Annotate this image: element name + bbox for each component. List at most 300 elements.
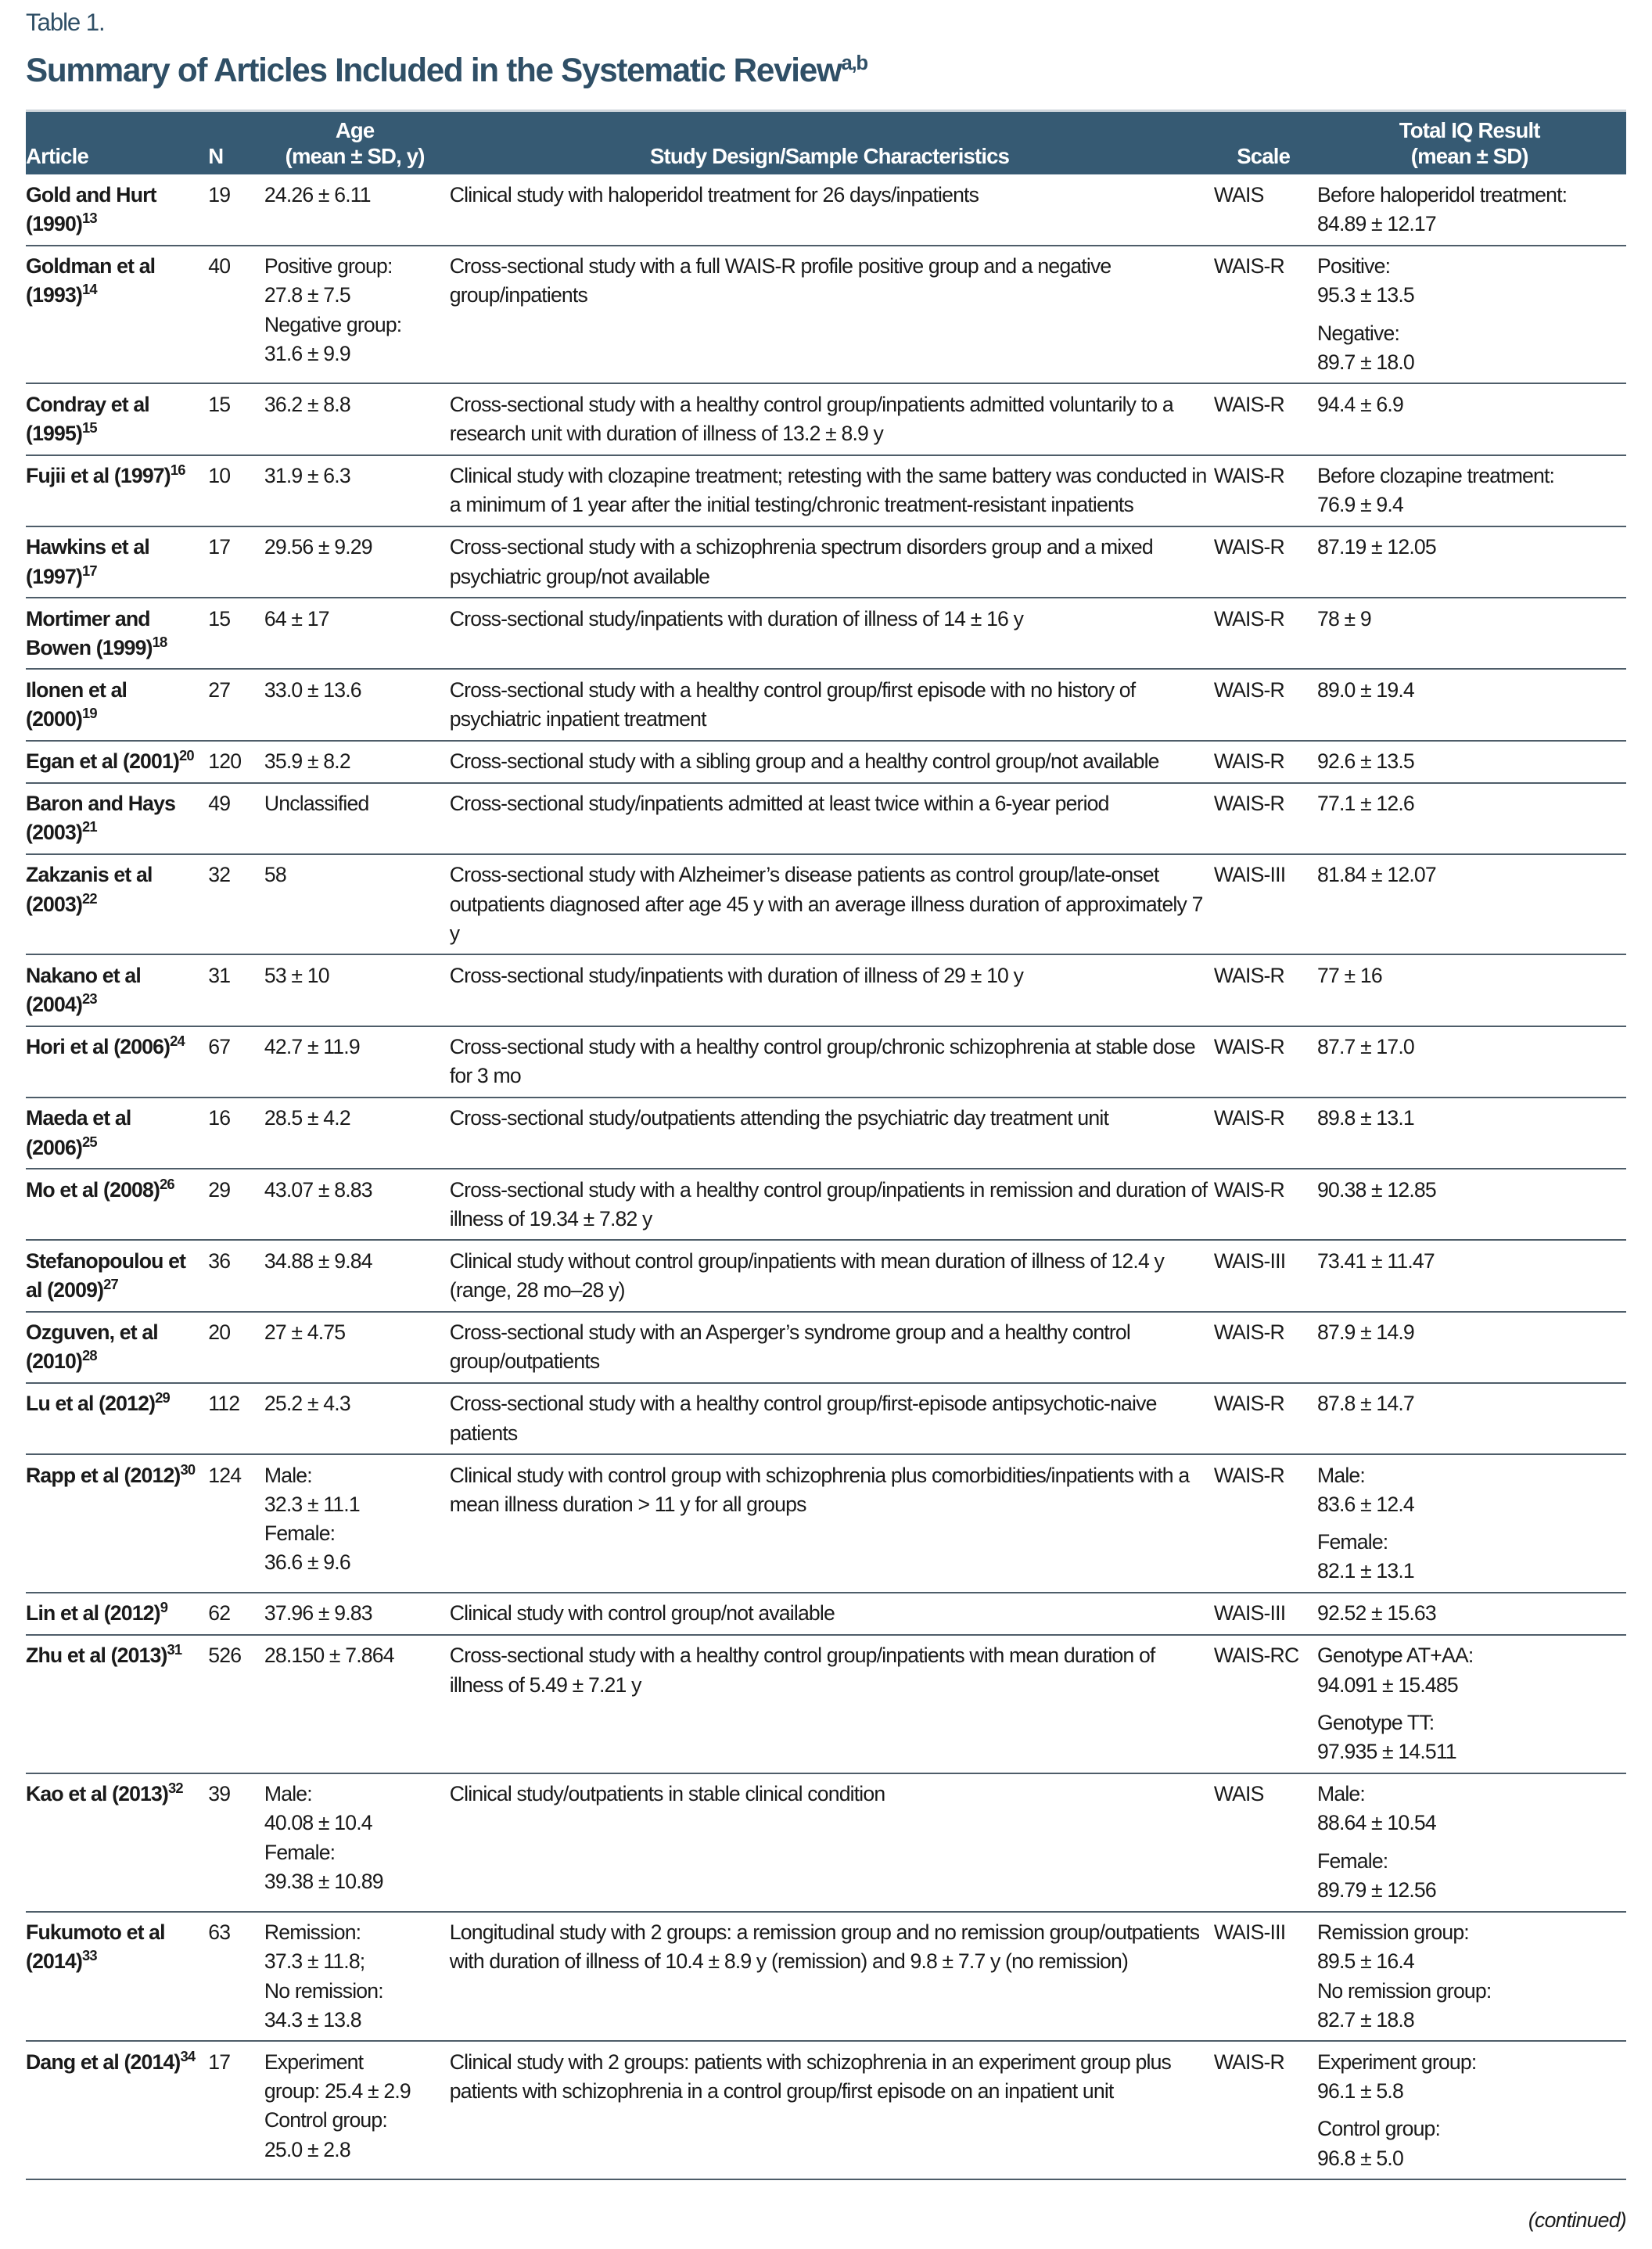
age-line: 43.07 ± 8.83 (264, 1177, 372, 1202)
iq-result-line: Experiment group: (1317, 2050, 1477, 2074)
sample-size-cell: 15 (208, 392, 231, 416)
table-row (26, 783, 1626, 854)
summary-table (26, 110, 1626, 2181)
sample-size-cell: 15 (208, 606, 231, 631)
table-row (26, 1169, 1626, 1240)
table-row (26, 455, 1626, 526)
study-design-cell: Cross-sectional study with a healthy control group/first-episode antipsychotic-naive patients (449, 1392, 1157, 1445)
article-cell (26, 598, 208, 669)
table-title (26, 52, 867, 89)
age-line: 28.5 ± 4.2 (264, 1106, 350, 1130)
iq-result-line: 96.8 ± 5.0 (1317, 2146, 1403, 2170)
iq-result-block (1317, 462, 1621, 520)
age-line: Positive group: (264, 253, 393, 278)
age-cell (264, 1454, 450, 1593)
table-row (26, 1593, 1626, 1635)
study-design-cell: Cross-sectional study with a healthy control group/chronic schizophrenia at stable dose for 3 mo (449, 1035, 1195, 1088)
iq-result-cell (1317, 1593, 1626, 1635)
article-cell (26, 1312, 208, 1383)
age-line: 40.08 ± 10.4 (264, 1811, 372, 1835)
iq-result-line: 90.38 ± 12.85 (1317, 1177, 1436, 1202)
table-row (26, 1098, 1626, 1169)
scale-cell: WAIS-RC (1213, 1644, 1299, 1668)
age-cell (264, 1098, 450, 1169)
article-cell (26, 526, 208, 598)
article-name: Gold and Hurt (1990) (26, 182, 156, 235)
age-cell (264, 598, 450, 669)
sample-size-cell: 120 (208, 749, 242, 774)
age-header-line-2: (mean ± SD, y) (285, 143, 425, 168)
article-name: Stefanopoulou et al (2009) (26, 1248, 186, 1302)
table-row (26, 1912, 1626, 2042)
age-line: Female: (264, 1840, 336, 1864)
age-line: Male: (264, 1463, 312, 1487)
age-cell (264, 1383, 450, 1454)
scale-cell: WAIS-R (1213, 1177, 1284, 1202)
iq-result-line: Female: (1317, 1848, 1388, 1873)
age-line: 24.26 ± 6.11 (264, 182, 371, 207)
scale-cell: WAIS (1213, 1782, 1264, 1806)
iq-result-block (1317, 1389, 1621, 1418)
iq-result-block (1317, 2048, 1621, 2107)
article-cell (26, 1098, 208, 1169)
iq-result-line: No remission group: (1317, 1978, 1492, 2003)
sample-size-cell: 32 (208, 863, 231, 887)
iq-result-line: 89.8 ± 13.1 (1317, 1106, 1414, 1130)
table-row (26, 1773, 1626, 1912)
sample-size-cell: 29 (208, 1177, 231, 1202)
age-line: 36.6 ± 9.6 (264, 1550, 350, 1575)
age-line: 32.3 ± 11.1 (264, 1492, 360, 1516)
iq-result-block (1317, 1461, 1621, 1520)
article-name: Hawkins et al (1997) (26, 535, 149, 588)
iq-result-line: 87.9 ± 14.9 (1317, 1320, 1414, 1345)
study-design-cell: Longitudinal study with 2 groups: a remission group and no remission group/outpatients with duration of illness of 10.4 ± 8.9 y (remission) and 9.8 ± 7.7 y (no remission) (449, 1920, 1200, 1974)
age-line: 25.2 ± 4.3 (264, 1392, 350, 1416)
study-design-cell: Cross-sectional study with a healthy control group/inpatients with mean duration of illness of 5.49 ± 7.21 y (449, 1644, 1155, 1697)
article-cell (26, 1454, 208, 1593)
scale-cell: WAIS-III (1213, 863, 1286, 887)
article-cell (26, 1912, 208, 2042)
iq-result-block (1317, 1104, 1621, 1133)
age-line: Remission: (264, 1920, 361, 1944)
age-line: 34.88 ± 9.84 (264, 1248, 372, 1273)
age-cell (264, 1635, 450, 1773)
iq-result-line: Male: (1317, 1463, 1365, 1487)
iq-result-cell (1317, 783, 1626, 854)
iq-result-line: Genotype TT: (1317, 1710, 1435, 1734)
iq-result-line: 92.6 ± 13.5 (1317, 749, 1414, 774)
iq-result-cell (1317, 2041, 1626, 2179)
sample-size-cell: 31 (208, 963, 231, 987)
age-line: 53 ± 10 (264, 963, 329, 987)
column-header-article: Article (26, 143, 88, 168)
iq-result-block (1317, 252, 1621, 311)
scale-cell: WAIS-R (1213, 606, 1284, 631)
iq-result-line: 82.7 ± 18.8 (1317, 2007, 1414, 2032)
article-name: Lin et al (2012) (26, 1601, 160, 1626)
iq-result-cell (1317, 1098, 1626, 1169)
continued-note: (continued) (1528, 2208, 1626, 2232)
iq-result-line: 92.52 ± 15.63 (1317, 1601, 1436, 1626)
iq-result-cell (1317, 1383, 1626, 1454)
study-design-cell: Clinical study with 2 groups: patients with schizophrenia in an experiment group plus patients with schizophrenia in a control group/first episode on an inpatient unit (449, 2050, 1172, 2103)
article-name: Ilonen et al (2000) (26, 677, 127, 731)
article-name: Mortimer and Bowen (1999) (26, 606, 153, 659)
sample-size-cell: 40 (208, 253, 231, 278)
article-cell (26, 741, 208, 783)
scale-cell: WAIS-R (1213, 464, 1284, 488)
iq-result-block (1317, 2114, 1621, 2173)
age-line: Male: (264, 1782, 312, 1806)
table-row (26, 383, 1626, 454)
iq-result-cell (1317, 954, 1626, 1026)
study-design-cell: Clinical study/outpatients in stable clinical condition (449, 1782, 885, 1806)
reference-number: 28 (82, 1347, 97, 1364)
article-name: Fukumoto et al (2014) (26, 1920, 165, 1974)
reference-number: 13 (82, 210, 97, 227)
iq-result-block (1317, 1847, 1621, 1906)
reference-number: 19 (82, 705, 97, 722)
sample-size-cell: 39 (208, 1782, 231, 1806)
iq-result-cell (1317, 174, 1626, 245)
reference-number: 30 (180, 1460, 196, 1478)
column-header-n: N (208, 143, 224, 168)
study-design-cell: Cross-sectional study with a sibling group and a healthy control group/not available (449, 749, 1159, 774)
iq-result-block (1317, 860, 1621, 889)
age-line: 37.96 ± 9.83 (264, 1601, 372, 1626)
age-cell (264, 1312, 450, 1383)
article-cell (26, 174, 208, 245)
iq-result-line: Genotype AT+AA: (1317, 1644, 1474, 1668)
iq-result-block (1317, 1318, 1621, 1347)
reference-number: 20 (179, 747, 194, 764)
age-cell (264, 1026, 450, 1098)
article-name: Zhu et al (2013) (26, 1644, 167, 1668)
study-design-cell: Cross-sectional study/inpatients with duration of illness of 14 ± 16 y (449, 606, 1024, 631)
article-cell (26, 1635, 208, 1773)
article-cell (26, 1383, 208, 1454)
iq-result-cell (1317, 669, 1626, 740)
iq-result-block (1317, 319, 1621, 378)
iq-result-line: 82.1 ± 13.1 (1317, 1559, 1414, 1583)
sample-size-cell: 19 (208, 182, 231, 207)
article-name: Zakzanis et al (2003) (26, 863, 153, 916)
age-line: Female: (264, 1521, 336, 1546)
iq-result-line: Male: (1317, 1782, 1365, 1806)
iq-result-line: Before clozapine treatment: (1317, 464, 1555, 488)
table-row (26, 1454, 1626, 1593)
age-header-line-1: Age (335, 117, 375, 142)
iq-result-block (1317, 789, 1621, 818)
sample-size-cell: 124 (208, 1463, 242, 1487)
sample-size-cell: 16 (208, 1106, 231, 1130)
article-cell (26, 2041, 208, 2179)
sample-size-cell: 27 (208, 677, 231, 702)
scale-cell: WAIS-R (1213, 792, 1284, 816)
age-cell (264, 1593, 450, 1635)
age-line: Unclassified (264, 792, 369, 816)
iq-result-block (1317, 676, 1621, 705)
column-header-scale: Scale (1237, 143, 1291, 168)
age-line: No remission: (264, 1978, 383, 2003)
table-row (26, 598, 1626, 669)
article-cell (26, 246, 208, 384)
age-line: 37.3 ± 11.8; (264, 1949, 365, 1974)
iq-result-line: 95.3 ± 13.5 (1317, 283, 1414, 307)
iq-result-cell (1317, 1912, 1626, 2042)
sample-size-cell: 20 (208, 1320, 231, 1345)
column-header-age (264, 110, 450, 174)
scale-cell: WAIS-R (1213, 1035, 1284, 1059)
sample-size-cell: 17 (208, 535, 231, 559)
iq-result-line: 96.1 ± 5.8 (1317, 2079, 1403, 2103)
reference-number: 22 (82, 889, 97, 907)
iq-result-cell (1317, 246, 1626, 384)
iq-result-line: 77.1 ± 12.6 (1317, 792, 1414, 816)
iq-result-block (1317, 1176, 1621, 1205)
iq-result-line: 83.6 ± 12.4 (1317, 1492, 1414, 1516)
sample-size-cell: 63 (208, 1920, 231, 1944)
age-cell (264, 1169, 450, 1240)
iq-result-cell (1317, 1169, 1626, 1240)
scale-cell: WAIS-R (1213, 392, 1284, 416)
age-line: 27 ± 4.75 (264, 1320, 346, 1345)
iq-header-line-2: (mean ± SD) (1410, 143, 1528, 168)
age-cell (264, 783, 450, 854)
iq-result-block (1317, 605, 1621, 634)
article-cell (26, 383, 208, 454)
age-line: 31.9 ± 6.3 (264, 464, 350, 488)
iq-result-line: 97.935 ± 14.511 (1317, 1740, 1456, 1764)
scale-cell: WAIS-R (1213, 677, 1284, 702)
age-line: 36.2 ± 8.8 (264, 392, 350, 416)
iq-result-line: 77 ± 16 (1317, 963, 1382, 987)
iq-result-line: Control group: (1317, 2117, 1441, 2141)
age-cell (264, 2041, 450, 2179)
iq-result-cell (1317, 1026, 1626, 1098)
article-cell (26, 854, 208, 955)
iq-result-cell (1317, 1635, 1626, 1773)
iq-result-block (1317, 1780, 1621, 1838)
reference-number: 21 (82, 818, 97, 835)
age-cell (264, 526, 450, 598)
scale-cell: WAIS-III (1213, 1920, 1286, 1944)
sample-size-cell: 36 (208, 1248, 231, 1273)
article-name: Kao et al (2013) (26, 1782, 169, 1806)
table-row (26, 1312, 1626, 1383)
column-header-design: Study Design/Sample Characteristics (649, 143, 1010, 168)
age-cell (264, 1240, 450, 1311)
age-cell (264, 854, 450, 955)
iq-result-block (1317, 1641, 1621, 1700)
table-title-text: Summary of Articles Included in the Systematic Review (26, 52, 842, 89)
article-name: Condray et al (1995) (26, 392, 149, 446)
article-cell (26, 669, 208, 740)
reference-number: 27 (103, 1276, 118, 1293)
article-name: Mo et al (2008) (26, 1177, 160, 1202)
iq-result-block (1317, 390, 1621, 419)
age-line: 64 ± 17 (264, 606, 329, 631)
sample-size-cell: 49 (208, 792, 231, 816)
iq-result-line: 73.41 ± 11.47 (1317, 1248, 1435, 1273)
iq-result-block (1317, 1599, 1621, 1628)
iq-result-line: 81.84 ± 12.07 (1317, 863, 1436, 887)
article-cell (26, 783, 208, 854)
age-cell (264, 741, 450, 783)
age-line: 28.150 ± 7.864 (264, 1644, 394, 1668)
table-body (26, 174, 1626, 2179)
reference-number: 24 (170, 1033, 185, 1050)
scale-cell: WAIS-R (1213, 1106, 1284, 1130)
table-row (26, 669, 1626, 740)
scale-cell: WAIS-R (1213, 253, 1284, 278)
iq-result-line: Positive: (1317, 253, 1391, 278)
reference-number: 34 (180, 2047, 196, 2064)
scale-cell: WAIS-R (1213, 535, 1284, 559)
column-header-iq (1317, 110, 1626, 174)
study-design-cell: Clinical study without control group/inpatients with mean duration of illness of 12.4 y (range, 28 mo–28 y) (449, 1248, 1164, 1302)
reference-number: 14 (82, 281, 97, 298)
article-name: Baron and Hays (2003) (26, 792, 176, 845)
age-cell (264, 1773, 450, 1912)
age-cell (264, 954, 450, 1026)
iq-result-cell (1317, 1773, 1626, 1912)
study-design-cell: Clinical study with control group with schizophrenia plus comorbidities/inpatients with a mean illness duration > 11 y for all groups (449, 1463, 1190, 1516)
age-line: group: 25.4 ± 2.9 (264, 2079, 411, 2103)
iq-result-block (1317, 1033, 1621, 1062)
reference-number: 25 (82, 1133, 97, 1150)
iq-result-block (1317, 1528, 1621, 1586)
iq-result-block (1317, 1247, 1621, 1276)
age-cell (264, 1912, 450, 2042)
iq-result-block (1317, 1708, 1621, 1767)
age-cell (264, 246, 450, 384)
iq-result-cell (1317, 1240, 1626, 1311)
scale-cell: WAIS-R (1213, 1463, 1284, 1487)
article-cell (26, 1773, 208, 1912)
study-design-cell: Cross-sectional study/inpatients with duration of illness of 29 ± 10 y (449, 963, 1024, 987)
iq-result-cell (1317, 1454, 1626, 1593)
iq-result-line: 89.5 ± 16.4 (1317, 1949, 1414, 1974)
table-row (26, 2041, 1626, 2179)
reference-number: 29 (155, 1389, 170, 1407)
table-row (26, 1026, 1626, 1098)
article-cell (26, 1593, 208, 1635)
scale-cell: WAIS-R (1213, 749, 1284, 774)
sample-size-cell: 67 (208, 1035, 231, 1059)
article-name: Lu et al (2012) (26, 1392, 156, 1416)
iq-result-line: 87.8 ± 14.7 (1317, 1392, 1414, 1416)
age-line: 31.6 ± 9.9 (264, 341, 350, 365)
scale-cell: WAIS-III (1213, 1248, 1286, 1273)
sample-size-cell: 10 (208, 464, 231, 488)
age-cell (264, 455, 450, 526)
study-design-cell: Cross-sectional study with a healthy control group/inpatients in remission and duration of illness of 19.34 ± 7.82 y (449, 1177, 1208, 1230)
iq-result-line: 87.19 ± 12.05 (1317, 535, 1436, 559)
iq-result-cell (1317, 598, 1626, 669)
table-row (26, 854, 1626, 955)
iq-result-line: 84.89 ± 12.17 (1317, 212, 1436, 235)
scale-cell: WAIS-R (1213, 1320, 1284, 1345)
reference-number: 18 (152, 633, 167, 650)
iq-result-cell (1317, 741, 1626, 783)
age-line: 39.38 ± 10.89 (264, 1870, 383, 1894)
article-cell (26, 1240, 208, 1311)
study-design-cell: Cross-sectional study/outpatients attending the psychiatric day treatment unit (449, 1106, 1109, 1130)
article-name: Rapp et al (2012) (26, 1463, 181, 1487)
article-cell (26, 1026, 208, 1098)
study-design-cell: Cross-sectional study with a healthy control group/inpatients admitted voluntarily to a research unit with duration of illness of 13.2 ± 8.9 y (449, 392, 1173, 446)
iq-result-line: Negative: (1317, 321, 1400, 345)
iq-result-cell (1317, 526, 1626, 598)
table-label: Table 1. (26, 9, 105, 37)
sample-size-cell: 526 (208, 1644, 242, 1668)
iq-result-line: Female: (1317, 1530, 1388, 1554)
iq-result-line: Before haloperidol treatment: (1317, 182, 1568, 207)
iq-result-line: 78 ± 9 (1317, 606, 1371, 631)
age-line: 25.0 ± 2.8 (264, 2137, 350, 2161)
age-cell (264, 669, 450, 740)
scale-cell: WAIS-R (1213, 1392, 1284, 1416)
study-design-cell: Cross-sectional study with Alzheimer’s disease patients as control group/late-onset outpatients diagnosed after age 45 y with an average illness duration of approximately 7 y (449, 863, 1203, 945)
table-row (26, 954, 1626, 1026)
iq-result-block (1317, 747, 1621, 776)
reference-number: 26 (160, 1175, 174, 1192)
table-row (26, 174, 1626, 245)
age-line: 42.7 ± 11.9 (264, 1035, 360, 1059)
scale-cell: WAIS-R (1213, 963, 1284, 987)
iq-result-block (1317, 181, 1621, 239)
iq-result-line: Remission group: (1317, 1920, 1469, 1944)
reference-number: 17 (82, 562, 97, 579)
age-line: 27.8 ± 7.5 (264, 283, 350, 307)
table-row (26, 1635, 1626, 1773)
sample-size-cell: 62 (208, 1601, 231, 1626)
table-row (26, 526, 1626, 598)
iq-result-cell (1317, 854, 1626, 955)
table-header (26, 110, 1626, 174)
scale-cell: WAIS-R (1213, 2050, 1284, 2074)
table-row (26, 246, 1626, 384)
sample-size-cell: 112 (208, 1392, 240, 1416)
reference-number: 32 (168, 1780, 183, 1797)
article-name: Maeda et al (2006) (26, 1106, 131, 1159)
study-design-cell: Cross-sectional study with a healthy control group/first episode with no history of psychiatric inpatient treatment (449, 677, 1136, 731)
article-cell (26, 1169, 208, 1240)
reference-number: 15 (82, 419, 97, 437)
article-name: Nakano et al (2004) (26, 963, 141, 1017)
article-name: Fujii et al (1997) (26, 464, 171, 488)
iq-result-line: 89.79 ± 12.56 (1317, 1878, 1436, 1902)
age-line: Experiment (264, 2050, 364, 2074)
iq-result-cell (1317, 455, 1626, 526)
study-design-cell: Clinical study with control group/not available (449, 1601, 835, 1626)
table-row (26, 741, 1626, 783)
iq-result-line: 89.7 ± 18.0 (1317, 350, 1414, 374)
age-line: 33.0 ± 13.6 (264, 677, 361, 702)
iq-result-cell (1317, 1312, 1626, 1383)
reference-number: 31 (167, 1641, 182, 1658)
iq-result-line: 94.4 ± 6.9 (1317, 392, 1403, 416)
iq-result-block (1317, 533, 1621, 562)
title-footnote-marks: a,b (841, 52, 867, 75)
iq-result-cell (1317, 383, 1626, 454)
reference-number: 16 (170, 462, 185, 479)
age-line: 35.9 ± 8.2 (264, 749, 350, 774)
iq-result-line: 88.64 ± 10.54 (1317, 1811, 1436, 1835)
study-design-cell: Cross-sectional study with a schizophrenia spectrum disorders group and a mixed psychiatric group/not available (449, 535, 1153, 588)
